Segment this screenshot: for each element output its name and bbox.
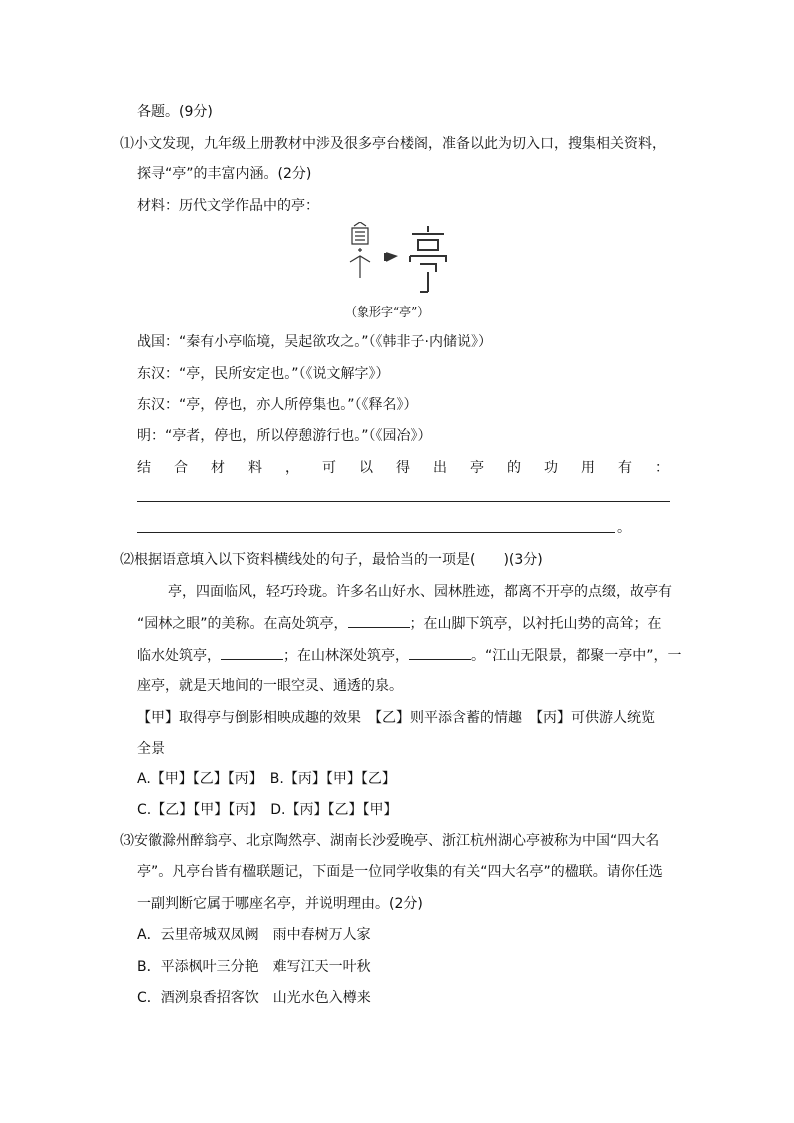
q2-options-line2: 全景: [137, 741, 165, 757]
q1-answer-line-1[interactable]: [137, 501, 670, 502]
q1-answer-prompt: 结 合 材 料 ， 可 以 得 出 亭 的 功 用 有 ：: [137, 460, 669, 476]
q2-blank-3[interactable]: [409, 645, 471, 660]
q2-passage-line4: 座亭，就是天地间的一眼空灵、通透的泉。: [137, 678, 403, 694]
q1-quote-2: 东汉：“亭，民所安定也。”（《说文解字》）: [137, 366, 390, 382]
q3-stem-line1: ⑶安徽滁州醉翁亭、北京陶然亭、湖南长沙爱晚亭、浙江杭州湖心亭被称为中国“四大名: [120, 833, 660, 849]
q2-stem: ⑵根据语意填入以下资料横线处的句子，最恰当的一项是( )(3分): [120, 552, 543, 568]
q1-answer-line-2[interactable]: [137, 532, 615, 533]
q2-passage-line3: 临水处筑亭， ；在山林深处筑亭， 。“江山无限景，都聚一亭中”，一: [137, 645, 682, 666]
q1-stem-line2: 探寻“亭”的丰富内涵。(2分): [137, 166, 312, 182]
pictograph-ting-figure: [340, 222, 460, 294]
q1-stem-line1: ⑴小文发现，九年级上册教材中涉及很多亭台楼阁，准备以此为切入口，搜集相关资料，: [120, 136, 666, 152]
q3-option-b[interactable]: B．平添枫叶三分艳 难写江天一叶秋: [137, 959, 371, 975]
q3-option-c[interactable]: C．酒洌泉香招客饮 山光水色入樽来: [137, 990, 371, 1006]
q1-quote-3: 东汉：“亭，停也，亦人所停集也。”（《释名》）: [137, 397, 418, 413]
q2-passage-line1: 亭，四面临风，轻巧玲珑。许多名山好水、园林胜迹，都离不开亭的点缀，故亭有: [168, 584, 672, 600]
q2-choice-cd[interactable]: C.【乙】【甲】【丙】 D.【丙】【乙】【甲】: [137, 802, 398, 818]
pictograph-caption: （象形字“亭”）: [345, 305, 430, 319]
q1-material-label: 材料：历代文学作品中的亭：: [137, 198, 319, 214]
q2-passage-line2: “园林之眼”的美称。在高处筑亭， ；在山脚下筑亭，以衬托山势的高耸；在: [137, 613, 662, 634]
q2-choice-ab[interactable]: A.【甲】【乙】【丙】 B.【丙】【甲】【乙】: [137, 771, 396, 787]
q2-options-line1: 【甲】取得亭与倒影相映成趣的效果 【乙】则平添含蓄的情趣 【丙】可供游人统览: [137, 710, 655, 726]
q3-stem-line2: 亭”。凡亭台皆有楹联题记，下面是一位同学收集的有关“四大名亭”的楹联。请你任选: [137, 864, 663, 880]
q1-quote-4: 明：“亭者，停也，所以停憩游行也。”（《园冶》）: [137, 428, 432, 444]
q2-blank-2[interactable]: [221, 645, 283, 660]
q2-blank-1[interactable]: [348, 613, 410, 628]
q1-quote-1: 战国：“秦有小亭临境，吴起欲攻之。”（《韩非子·内储说》）: [137, 334, 492, 350]
ancient-glyph-icon: [340, 222, 460, 294]
q3-option-a[interactable]: A．云里帝城双凤阙 雨中春树万人家: [137, 927, 371, 943]
intro-text: 各题。(9分): [137, 104, 213, 120]
q1-answer-end: 。: [617, 520, 631, 536]
q3-stem-line3: 一副判断它属于哪座名亭，并说明理由。(2分): [137, 896, 423, 912]
